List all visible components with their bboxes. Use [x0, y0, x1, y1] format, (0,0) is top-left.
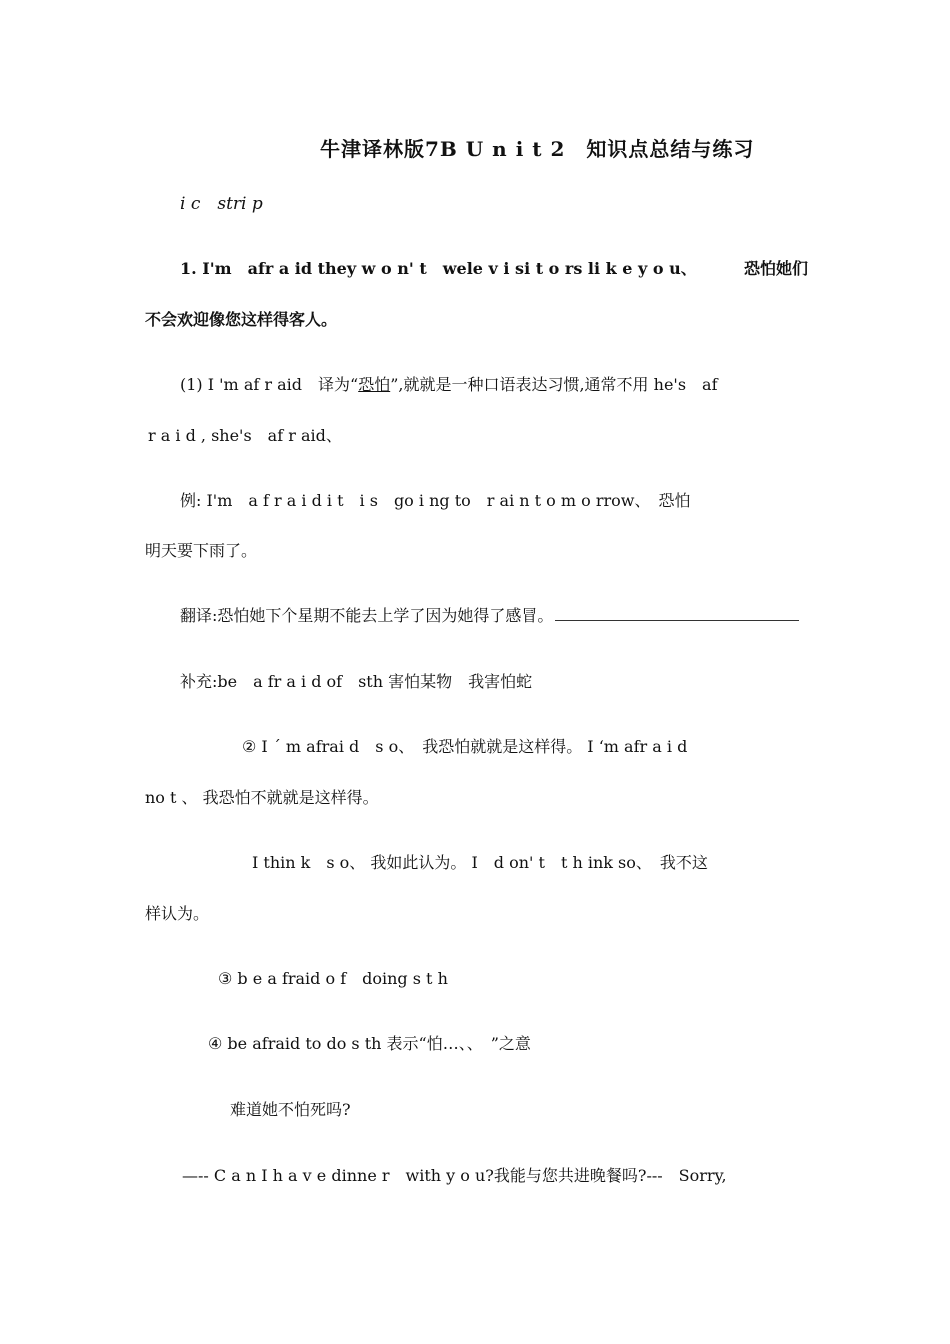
document-title: 牛津译林版7B U n i t 2 知识点总结与练习	[320, 137, 755, 161]
point1-chinese: 恐怕她们	[743, 259, 808, 278]
example-line2: 明天要下雨了。	[145, 541, 258, 560]
note1-prefix: (1) I 'm af r aid 译为“	[180, 375, 359, 394]
note2b-line1: I thin k s o、 我如此认为。 I d on' t t h ink so、 我不这	[252, 853, 708, 872]
section-subtitle: i c stri p	[180, 194, 263, 214]
dialog-line: —-- C a n I h a v e dinne r with y o u?我能与您共进晚餐吗?--- Sorry,	[182, 1166, 727, 1185]
note1-suffix: ”,就就是一种口语表达习惯,通常不用 he's af	[390, 375, 718, 394]
supplement-line: 补充:be a fr a i d of sth 害怕某物 我害怕蛇	[180, 672, 533, 691]
translate-prompt: 翻译:恐怕她下个星期不能去上学了因为她得了感冒。	[180, 606, 554, 625]
point1-english: 1. I'm afr a id they w o n' t wele v i si t o rs li k e y o u、	[180, 259, 697, 278]
note3-line: ③ b e a fraid o f doing s t h	[218, 969, 448, 988]
note4-line: ④ be afraid to do s th 表示“怕…、、 ”之意	[208, 1034, 531, 1053]
point1-line2: 不会欢迎像您这样得客人。	[145, 310, 338, 329]
note2b-line2: 样认为。	[145, 904, 210, 923]
note1-line1	[180, 374, 718, 396]
answer-blank[interactable]	[555, 606, 799, 621]
question-line: 难道她不怕死吗?	[230, 1100, 351, 1119]
note1-line2: r a i d , she's af r aid、	[148, 426, 342, 445]
note2-line2: no t 、 我恐怕不就就是这样得。	[145, 788, 379, 807]
point1-line1	[180, 258, 808, 280]
translate-exercise	[180, 605, 799, 627]
note1-underlined-term: 恐怕	[358, 375, 391, 394]
example-line1: 例: I'm a f r a i d i t i s go i ng to r ai n t o m o rrow、 恐怕	[180, 491, 691, 510]
note2-line1: ② I ´ m afrai d s o、 我恐怕就就是这样得。 I ‘m afr a i d	[242, 737, 688, 756]
